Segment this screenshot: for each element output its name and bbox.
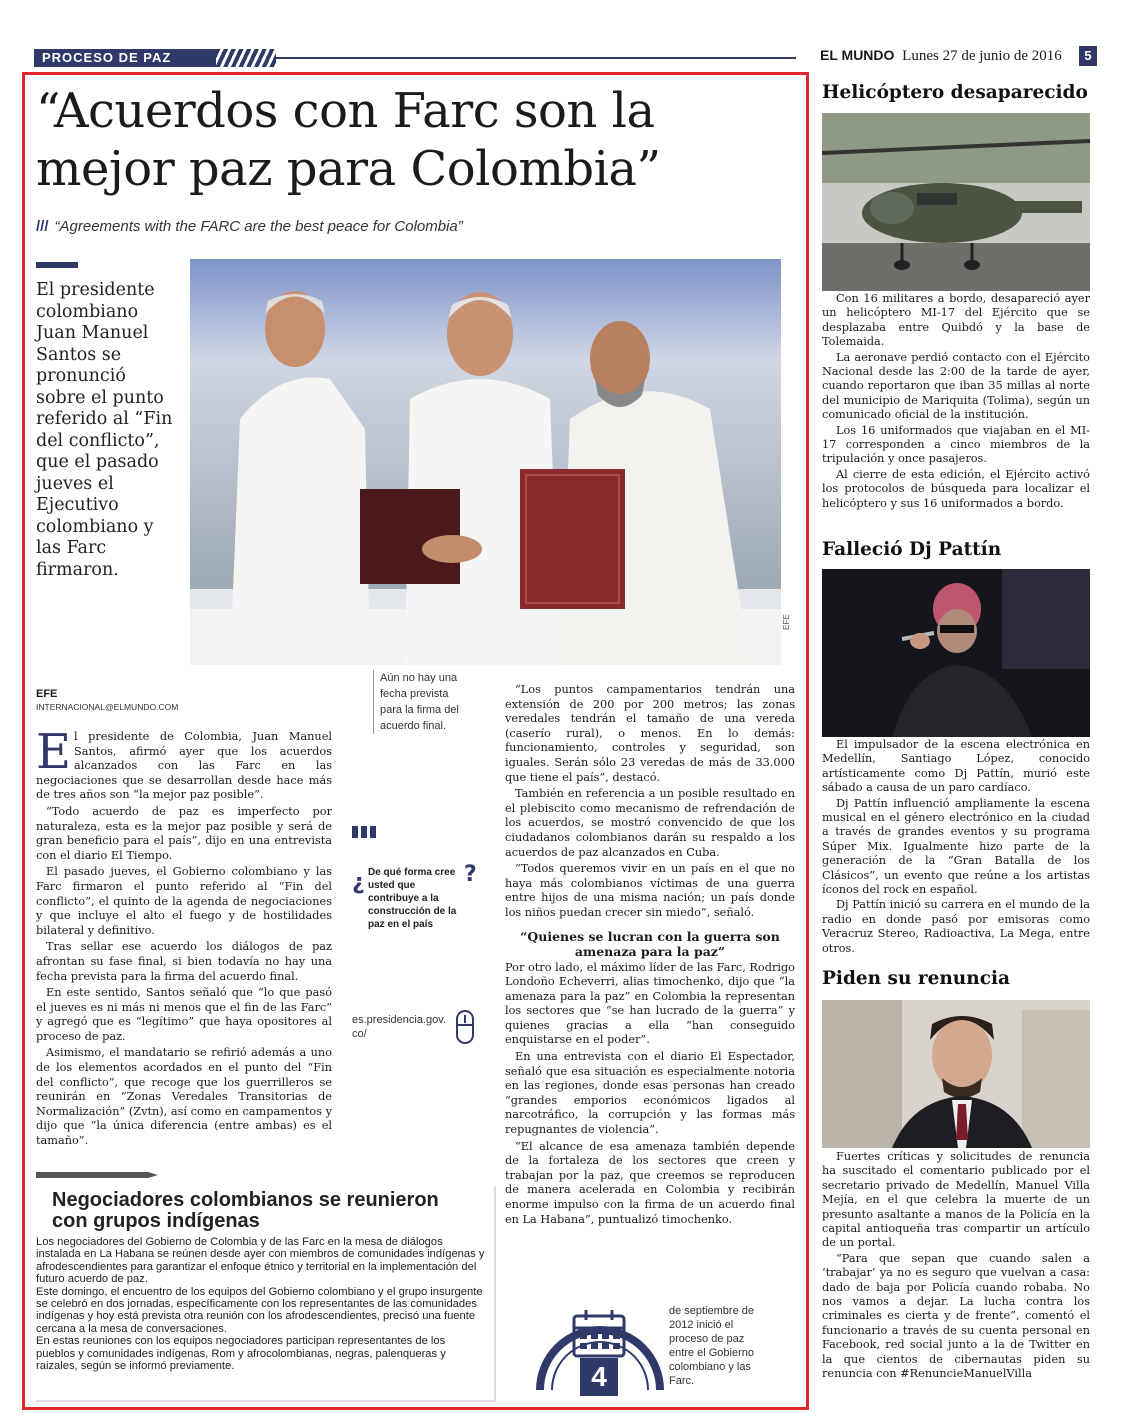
sidebar-paragraph: En estas reuniones con los equipos negociadores participan representantes de los pueblos y comunidades indígenas, Rom y afrocolombianas, negras, palenqueras y raizales, según se informó previamente. (36, 1335, 446, 1373)
photo-credit: EFE (782, 614, 791, 630)
column-paragraph: Asimismo, el mandatario se refirió además a uno de los elementos acordados en el punto del “Fin del conflicto”, que recoge que los guerrilleros se reunirán en “Zonas Veredales Transitorias de Normalización” (Zvtn), así como en campamentos y dijo que “la única diferencia (entre ambas) es el tamaño”. (36, 1046, 332, 1148)
column-paragraph: “Todo acuerdo de paz es imperfecto por naturaleza, esta es la mejor paz posible y será de gran beneficio para el país”, dijo en una entrevista con el diario El Tiempo. (36, 804, 332, 862)
sidebar-paragraph: Los negociadores del Gobierno de Colombia y de las Farc en la mesa de diálogos instalada en La Habana se reúnen desde ayer con miembros de comunidades indígenas y afrodescendientes para garantizar el enfoque étnico y territorial en la implementación del futuro acuerdo de paz. (36, 1236, 485, 1286)
byline: EFE (36, 688, 58, 700)
issue-date: Lunes 27 de junio de 2016 (902, 48, 1062, 64)
reader-question-box (352, 826, 482, 936)
rail-paragraph: Dj Pattín inició su carrera en el mundo de la radio en donde pasó por emisoras como Veracruz Stereo, Radioactiva, La Mega, entre otros. (822, 898, 1090, 955)
rail-paragraph: “Para que sepan que cuando salen a ‘trabajar’ ya no es seguro que vuelvan a casa: dado de baja por Policía cuando robaba. No nos vamos a dejar. La lucha contra los criminales es cierta y de frente”, comentó el funcionario a través de su cuenta personal en Facebook, red social junto a la de Twitter en la que cientos de cibernautas piden su renuncia con #RenuncieManuelVilla (822, 1251, 1090, 1381)
web-url[interactable]: es.presidencia.gov.co/ (352, 1014, 446, 1040)
column-paragraph: “Los puntos campamentarios tendrán una extensión de 200 por 200 metros; las zonas veredales tendrán el tamaño de una vereda (caserío rural), o menos. En lo demás: funcionamiento, controles y seguridad, son iguales. Serán sólo 23 veredas de más de 33.000 que tiene el país”, destacó. (505, 683, 795, 784)
sidebar-paragraph: Este domingo, el encuentro de los equipos del Gobierno colombiano y el grupo insurgente se celebró en dos jornadas, específicamente con los representantes de las comunidades indígenas y hoy está prevista otra reunión con los afrodescendientes, precisó una fuente cercana a la mesa de conversaciones. (36, 1285, 483, 1335)
byline-email: INTERNACIONAL@ELMUNDO.COM (36, 702, 179, 712)
pencil-icon (36, 1172, 148, 1178)
rail-paragraph: Con 16 militares a bordo, desapareció ayer un helicóptero MI-17 del Ejército que se desplazaba entre Quibdó y la base de Tolemaida. (822, 292, 1090, 349)
stat-number: 4 (580, 1358, 618, 1396)
dj-photo (822, 569, 1090, 737)
rail-paragraph: Los 16 uniformados que viajaban en el MI-17 corresponden a cinco miembros de la tripulación y once pasajeros. (822, 423, 1090, 466)
column-paragraph: “El alcance de esa amenaza también depende de la fortaleza de los sectores que creen y trabajan por la paz, que creemos se reproducen de manera acelerada en Colombia y recibirán enorme impulso con la firma de un acuerdo final en La Habana”, puntualizó timochenko. (505, 1139, 795, 1226)
section-stripes (216, 49, 276, 67)
rail-title-resignation: Piden su renuncia (822, 968, 1010, 989)
reader-question: De qué forma cree usted que contribuye a la construcción de la paz en el país (368, 867, 457, 930)
section-label: PROCESO DE PAZ (34, 49, 216, 67)
column-paragraph: Por otro lado, el máximo líder de las Farc, Rodrigo Londoño Echeverri, alias timochenko, dijo que “la amenaza para la paz” en Colombia la representan los sectores que “se han lucrado de la guerra” y quienes gracias a ella “han conseguido enquistarse en el poder”. (505, 960, 795, 1047)
page-number: 5 (1079, 46, 1097, 66)
helicopter-photo (822, 113, 1090, 291)
rail-title-dj: Falleció Dj Pattín (822, 539, 1002, 560)
masthead (820, 47, 1062, 65)
article-column-3 (505, 683, 795, 1255)
newspaper-name: EL MUNDO (820, 47, 895, 63)
rail-paragraph: Fuertes críticas y solicitudes de renuncia ha suscitado el comentario publicado por el secretario privado de Medellín, Manuel Villa Mejía, en el que celebra la muerte de un presunto asaltante a manos de la Policía en la capital antioqueña tras compartir un artículo de un portal. (822, 1150, 1090, 1250)
stat-box (530, 1280, 670, 1405)
article-lead: El presidente colombiano Juan Manuel Santos se pronunció sobre el punto referido al “Fin del conflicto”, que el pasado jueves el Ejecutivo colombiano y las Farc firmaron. (36, 280, 173, 580)
section-rule (276, 57, 796, 59)
column-paragraph: “Todos queremos vivir en un país en el que no haya más colombianos víctimas de una guerra entre hijos de una misma nación; un país donde los niños puedan crecer sin miedo”, señaló. (505, 862, 795, 919)
article-subhead (36, 218, 463, 235)
column-subhead: “Quienes se lucran con la guerra son amenaza para la paz” (520, 928, 780, 959)
subhead-text: “Agreements with the FARC are the best peace for Colombia” (54, 218, 463, 235)
lead-bar (36, 262, 78, 268)
question-close-mark: ? (464, 862, 477, 887)
column-paragraph: l presidente de Colombia, Juan Manuel Santos, afirmó ayer que los acuerdos alcanzados con las Farc en las negociaciones que se desarrollan desde hace más de tres años son “la mejor paz posible”. (36, 730, 332, 802)
column-paragraph: También en referencia a un posible resultado en el plebiscito como mecanismo de refrendación de los acuerdos, se mostró convencido de que los ciudadanos colombianos darán su respaldo a los acuerdos de paz alcanzados en Cuba. (505, 787, 795, 859)
rail-story-resignation (822, 1150, 1090, 1383)
article-column-1 (36, 730, 332, 1160)
photo-caption: Aún no hay una fecha prevista para la firma del acuerdo final. (373, 670, 465, 734)
drop-cap: E (36, 730, 72, 780)
rail-paragraph: El impulsador de la escena electrónica en Medellín, Santiago López, conocido artísticamente como Dj Pattín, murió este sábado a causa de un paro cardíaco. (822, 738, 1090, 795)
sidebar-body (36, 1236, 486, 1372)
rail-story-helicopter (822, 292, 1090, 512)
official-photo (822, 1000, 1090, 1148)
rail-paragraph: Al cierre de esta edición, el Ejército activó los protocolos de búsqueda para localizar el helicóptero y sus 16 uniformados a bordo. (822, 467, 1090, 510)
rail-paragraph: La aeronave perdió contacto con el Ejército Nacional desde las 2:00 de la tarde de ayer, cuando reportaron que iban 35 millas al norte del municipio de Mariquita (Tolima), según un comunicado oficial de la institución. (822, 350, 1090, 422)
mouse-icon (456, 1010, 474, 1044)
question-open-mark: ¿ (352, 870, 365, 895)
rail-story-dj (822, 738, 1090, 957)
rail-title-helicopter: Helicóptero desaparecido (822, 82, 1088, 103)
sidebar-title: Negociadores colombianos se reunieron con grupos indígenas (52, 1189, 439, 1232)
column-paragraph: En una entrevista con el diario El Espectador, señaló que esa situación es especialmente notoria en las regiones, donde esas personas han creado “grandes emporios económicos ligados al narcotráfico, la corrupción y las formas más repugnantes de violencia”. (505, 1050, 795, 1137)
stat-text: de septiembre de 2012 inició el proceso de paz entre el Gobierno colombiano y las Farc. (669, 1305, 754, 1387)
rail-paragraph: Dj Pattín influenció ampliamente la escena musical en el género electrónico en la ciudad a través de grandes eventos y su programa Súper Mix. Igualmente hizo parte de la generación de la “Gran Batalla de los Clásicos”, un evento que reúne a los artistas íconos del rock en español. (822, 796, 1090, 897)
column-paragraph: Tras sellar ese acuerdo los diálogos de paz afrontan su fase final, si bien todavía no hay una fecha prevista para la firma del acuerdo final. (36, 940, 332, 983)
web-reference (352, 1010, 482, 1060)
subhead-mark: /// (36, 218, 49, 235)
article-headline: “Acuerdos con Farc son la mejor paz para Colombia” (36, 83, 661, 197)
main-photo (190, 259, 781, 665)
question-bars (352, 826, 384, 838)
column-paragraph: En este sentido, Santos señaló que “lo que pasó el jueves es ni más ni menos que el fin de las Farc” y agregó que es “legítimo” que haya opositores al proceso de paz. (36, 986, 332, 1043)
sidebar-box (36, 1186, 496, 1402)
column-paragraph: El pasado jueves, el Gobierno colombiano y las Farc firmaron el punto referido al “Fin del conflicto”, el quinto de la agenda de negociaciones y que incluye el alto el fuego y de hostilidades bilateral y definitivo. (36, 865, 332, 937)
